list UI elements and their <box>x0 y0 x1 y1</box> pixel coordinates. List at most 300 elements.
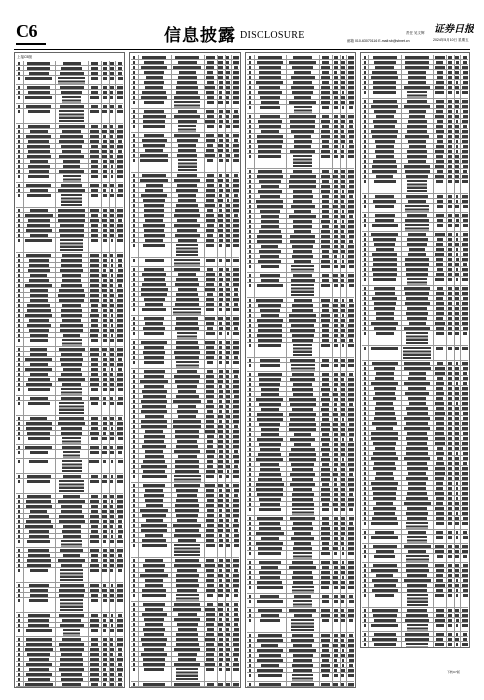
table-cell <box>227 470 230 472</box>
table-cell <box>26 673 52 675</box>
table-cell <box>63 535 81 537</box>
table-cell <box>342 299 345 301</box>
table-cell <box>91 224 99 226</box>
table-cell <box>133 370 135 372</box>
table-cell <box>218 61 223 63</box>
table-cell <box>30 339 48 341</box>
table-cell <box>30 274 47 276</box>
table-cell <box>59 594 84 596</box>
table-row <box>131 100 239 109</box>
table-cell <box>25 214 52 216</box>
table-cell <box>322 255 328 257</box>
table-cell <box>321 319 330 321</box>
table-cell <box>177 494 197 496</box>
table-cell <box>110 358 114 360</box>
table-cell <box>226 415 230 417</box>
table-cell <box>176 322 198 324</box>
table-cell <box>249 86 251 88</box>
table-cell <box>133 327 135 329</box>
table-cell <box>233 405 239 407</box>
table-cell <box>18 264 20 266</box>
table-cell <box>322 145 330 147</box>
table-cell <box>62 279 81 281</box>
table-cell <box>118 663 123 665</box>
table-cell <box>90 140 99 142</box>
table-cell <box>103 368 106 370</box>
table-cell <box>133 184 135 186</box>
table-cell <box>234 303 239 305</box>
table-cell <box>91 214 99 216</box>
table-cell <box>111 170 113 172</box>
table-cell <box>226 214 230 216</box>
table-cell <box>144 370 165 372</box>
table-cell <box>322 324 329 326</box>
table-cell <box>177 174 197 176</box>
table-cell <box>58 219 86 221</box>
table-cell <box>118 515 123 517</box>
table-cell <box>178 455 197 457</box>
table-cell <box>145 569 164 571</box>
table-cell <box>110 319 113 321</box>
table-cell <box>118 673 123 675</box>
table-cell <box>233 400 239 402</box>
table-cell <box>206 322 214 324</box>
table-cell <box>207 361 213 363</box>
table-cell <box>260 106 281 108</box>
table-cell <box>178 405 196 407</box>
table-cell <box>144 278 165 280</box>
table-cell <box>206 273 215 275</box>
table-cell <box>90 648 100 650</box>
table-cell <box>289 215 316 217</box>
table-cell <box>348 115 354 117</box>
table-cell <box>177 410 198 412</box>
table-cell <box>293 250 313 252</box>
table-cell <box>117 289 122 291</box>
table-cell <box>321 314 329 316</box>
table-cell <box>102 219 107 221</box>
table-cell <box>207 293 213 295</box>
table-cell <box>233 361 239 363</box>
table-cell <box>133 514 135 516</box>
table-cell <box>110 91 113 93</box>
table-cell <box>205 564 214 566</box>
table-cell <box>226 278 230 280</box>
table-cell <box>91 373 97 375</box>
table-cell <box>145 259 164 261</box>
table-cell <box>226 71 230 73</box>
table-cell <box>349 299 354 301</box>
table-cell <box>142 405 166 407</box>
table-cell <box>61 264 82 266</box>
table-cell <box>293 155 312 168</box>
table-cell <box>226 204 229 206</box>
table-cell <box>249 130 251 132</box>
table-cell <box>133 149 135 151</box>
table-cell <box>143 327 165 329</box>
table-cell <box>142 56 165 58</box>
table-cell <box>258 339 282 341</box>
table-cell <box>218 71 223 73</box>
table-cell <box>142 475 167 477</box>
table-cell <box>334 235 339 237</box>
table-cell <box>110 495 113 497</box>
table-cell <box>133 86 135 88</box>
table-cell <box>293 195 313 197</box>
table-cell <box>133 56 135 58</box>
table-cell <box>144 633 163 635</box>
table-cell <box>103 460 106 462</box>
table-cell <box>110 673 113 675</box>
table-cell <box>18 284 20 286</box>
table-cell <box>342 145 345 147</box>
table-cell <box>141 529 167 531</box>
table-cell <box>234 293 239 295</box>
table-cell <box>118 77 123 79</box>
table-cell <box>226 584 229 586</box>
table-cell <box>348 314 353 316</box>
table-cell <box>143 470 166 472</box>
table-cell <box>207 327 213 329</box>
table-cell <box>58 500 85 502</box>
table-row <box>16 95 123 104</box>
table-cell <box>349 265 354 267</box>
table-cell <box>348 190 354 192</box>
table-cell <box>219 489 222 491</box>
table-cell <box>322 279 328 281</box>
table-cell <box>117 668 123 670</box>
table-cell <box>91 368 98 370</box>
table-cell <box>234 658 239 660</box>
table-cell <box>261 279 279 281</box>
table-cell <box>110 629 113 631</box>
table-cell <box>28 678 49 680</box>
table-cell <box>18 130 20 132</box>
table-cell <box>110 279 113 281</box>
table-cell <box>233 564 239 566</box>
table-cell <box>205 608 214 610</box>
table-cell <box>30 373 48 375</box>
table-cell <box>233 584 238 586</box>
table-cell <box>90 284 100 286</box>
table-cell <box>219 539 223 541</box>
table-row <box>131 331 239 340</box>
table-cell <box>26 663 52 665</box>
table-cell <box>322 170 330 172</box>
table-cell <box>144 298 165 300</box>
table-cell <box>118 72 123 74</box>
table-cell <box>63 475 81 477</box>
table-cell <box>110 373 113 375</box>
table-cell <box>349 304 354 306</box>
table-cell <box>110 648 114 650</box>
table-cell <box>257 205 282 207</box>
table-cell <box>18 525 20 527</box>
table-cell <box>333 91 338 93</box>
table-cell <box>207 370 213 372</box>
table-cell <box>348 359 354 361</box>
table-cell <box>62 619 82 621</box>
table-cell <box>226 101 229 103</box>
table-cell <box>292 339 314 341</box>
table-cell <box>133 484 135 486</box>
table-cell <box>226 134 229 136</box>
table-cell <box>293 220 312 222</box>
table-cell <box>219 341 222 343</box>
table-cell <box>91 643 97 645</box>
table-cell <box>102 155 107 157</box>
table-cell <box>110 155 113 157</box>
table-cell <box>257 61 283 63</box>
table-cell <box>18 165 20 167</box>
table-cell <box>30 451 48 453</box>
table-cell <box>18 274 20 276</box>
table-cell <box>142 91 167 93</box>
table-cell <box>110 446 113 448</box>
table-cell <box>341 96 345 98</box>
table-cell <box>207 628 214 630</box>
table-cell <box>205 288 215 290</box>
table-row <box>131 667 239 682</box>
table-cell <box>321 284 331 286</box>
table-cell <box>18 432 20 434</box>
table-cell <box>110 678 114 680</box>
table-cell <box>341 274 344 276</box>
table-cell <box>233 430 239 432</box>
table-cell <box>110 67 114 69</box>
table-cell <box>117 304 123 306</box>
table-cell <box>90 383 98 385</box>
table-cell <box>233 475 239 477</box>
table-cell <box>233 56 239 58</box>
table-cell <box>233 268 240 270</box>
table-cell <box>219 668 222 670</box>
table-cell <box>18 658 20 660</box>
table-cell <box>348 255 354 257</box>
table-cell <box>110 643 113 645</box>
table-cell <box>26 105 51 107</box>
table-cell <box>226 390 229 392</box>
table-cell <box>261 101 279 103</box>
table-cell <box>334 71 337 73</box>
table-cell <box>27 653 50 655</box>
table-cell <box>18 329 20 331</box>
table-cell <box>233 683 239 685</box>
table-cell <box>207 499 214 501</box>
table-cell <box>18 480 20 482</box>
table-cell <box>63 62 81 64</box>
table-cell <box>348 274 354 276</box>
table-cell <box>341 265 345 267</box>
table-cell <box>91 194 99 196</box>
table-cell <box>226 189 230 191</box>
table-cell <box>249 299 251 301</box>
table-cell <box>206 653 214 655</box>
table-cell <box>18 460 20 462</box>
table-cell <box>249 205 251 207</box>
table-cell <box>18 224 20 226</box>
table-cell <box>118 460 123 462</box>
table-cell <box>60 584 84 586</box>
table-cell <box>342 255 345 257</box>
table-cell <box>142 613 167 615</box>
table-cell <box>91 559 98 561</box>
table-cell <box>29 329 48 331</box>
table-cell <box>91 145 97 147</box>
table-cell <box>177 139 198 141</box>
table-cell <box>91 165 98 167</box>
table-cell <box>133 569 135 571</box>
table-cell <box>117 319 123 321</box>
table-cell <box>206 618 215 620</box>
table-cell <box>333 279 338 281</box>
table-cell <box>91 170 98 172</box>
table-cell <box>59 348 85 350</box>
table-cell <box>111 530 114 532</box>
table-cell <box>334 155 338 157</box>
table-cell <box>234 356 238 358</box>
table-cell <box>219 81 223 83</box>
table-cell <box>60 72 84 74</box>
table-cell <box>133 534 135 536</box>
table-cell <box>133 504 135 506</box>
table-cell <box>249 170 251 172</box>
table-cell <box>91 175 99 177</box>
table-cell <box>174 484 200 486</box>
table-cell <box>234 214 239 216</box>
table-cell <box>90 678 100 680</box>
table-cell <box>257 334 282 336</box>
table-cell <box>205 154 215 156</box>
table-cell <box>322 56 330 58</box>
table-cell <box>133 76 135 78</box>
table-cell <box>218 633 223 635</box>
table-cell <box>18 353 20 355</box>
table-cell <box>219 278 223 280</box>
table-cell <box>226 559 230 561</box>
table-cell <box>177 154 197 156</box>
table-cell <box>226 435 229 437</box>
table-cell <box>18 584 20 586</box>
table-cell <box>110 638 113 640</box>
table-cell <box>26 135 51 137</box>
table-cell <box>103 77 107 79</box>
table-row <box>131 543 239 558</box>
table-cell <box>175 283 199 285</box>
table-cell <box>226 179 229 181</box>
table-cell <box>133 435 135 437</box>
table-cell <box>18 510 20 512</box>
table-cell <box>341 324 344 326</box>
table-cell <box>206 56 215 58</box>
table-cell <box>102 451 107 453</box>
table-cell <box>233 574 238 576</box>
table-cell <box>348 76 354 78</box>
table-cell <box>90 184 100 186</box>
table-cell <box>102 150 107 152</box>
table-cell <box>321 299 331 301</box>
table-cell <box>233 341 239 343</box>
table-cell <box>341 205 345 207</box>
table-cell <box>207 603 213 605</box>
table-cell <box>334 76 338 78</box>
table-cell <box>60 269 83 271</box>
table-cell <box>117 540 123 542</box>
table-cell <box>341 135 345 137</box>
table-cell <box>249 101 251 103</box>
table-cell <box>144 618 164 620</box>
table-cell <box>226 154 230 156</box>
table-cell <box>18 219 20 221</box>
table-cell <box>102 145 107 147</box>
table-cell <box>321 66 330 68</box>
table-cell <box>207 524 214 526</box>
table-cell <box>117 624 123 626</box>
table-cell <box>140 574 168 576</box>
table-cell <box>18 422 20 424</box>
table-cell <box>18 638 20 640</box>
table-cell <box>226 96 229 98</box>
table-cell <box>63 160 81 162</box>
table-row <box>131 158 239 173</box>
table-cell <box>333 274 338 276</box>
table-cell <box>103 189 106 191</box>
table-cell <box>117 495 123 497</box>
table-cell <box>260 359 280 361</box>
table-cell <box>61 67 82 69</box>
table-cell <box>206 648 215 650</box>
table-cell <box>226 663 229 665</box>
table-cell <box>341 309 345 311</box>
table-cell <box>133 293 135 295</box>
table-cell <box>226 455 229 457</box>
table-cell <box>60 569 84 582</box>
table-cell <box>219 204 223 206</box>
table-cell <box>218 504 223 506</box>
table-cell <box>176 668 197 681</box>
table-cell <box>133 618 135 620</box>
table-cell <box>18 678 20 680</box>
table-cell <box>117 594 123 596</box>
table-cell <box>117 170 123 172</box>
table-cell <box>145 86 164 88</box>
table-cell <box>110 668 114 670</box>
table-cell <box>18 234 20 236</box>
table-cell <box>206 91 214 93</box>
table-cell <box>177 219 197 221</box>
table-cell <box>322 250 329 252</box>
table-row <box>16 338 123 347</box>
table-cell <box>219 303 222 305</box>
table-cell <box>110 594 114 596</box>
table-cell <box>322 140 328 142</box>
table-cell <box>234 395 239 397</box>
table-row <box>16 174 123 183</box>
table-cell <box>218 594 223 596</box>
table-cell <box>117 309 123 311</box>
table-cell <box>349 235 354 237</box>
table-cell <box>261 215 279 217</box>
table-cell <box>174 214 201 216</box>
table-cell <box>133 608 135 610</box>
table-cell <box>18 289 20 291</box>
table-cell <box>341 215 345 217</box>
table-cell <box>30 189 48 191</box>
table-cell <box>226 209 230 211</box>
table-cell <box>18 348 20 350</box>
table-cell <box>249 140 251 142</box>
table-cell <box>226 603 229 605</box>
